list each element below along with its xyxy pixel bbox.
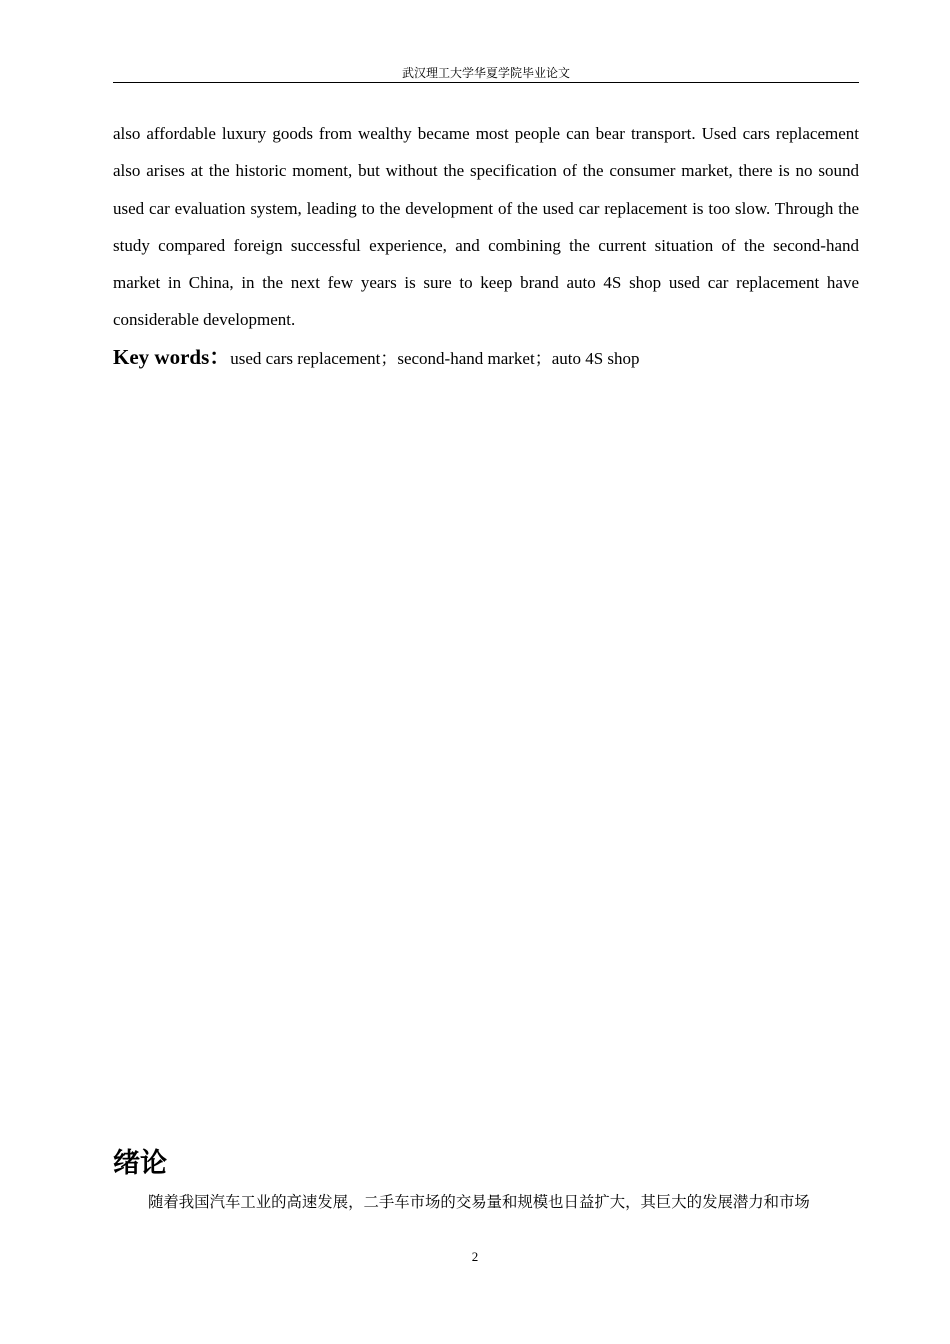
abstract-body: also affordable luxury goods from wealthy became most people can bear transport. Used cars replacement also arises at the historic moment, but without the specification of the consumer market, there is no sound used car evaluation system, leading to the development of the used car replacement is too slow. Through the study compared foreign successful experience, and combining the current situation of the second-hand market in China, in the next few years is sure to keep brand auto 4S shop used car replacement have considerable development. — [113, 124, 859, 330]
section-heading-introduction: 绪论 — [113, 1148, 167, 1179]
introduction-paragraph: 随着我国汽车工业的高速发展，二手车市场的交易量和规模也日益扩大，其巨大的发展潜力和市场 — [148, 1193, 810, 1211]
keywords-label: Key words： — [113, 345, 231, 369]
keywords-list: used cars replacement；second-hand market；auto 4S shop — [230, 349, 640, 368]
keywords-line — [113, 340, 859, 376]
page-number: 2 — [471, 1249, 479, 1264]
page-header — [113, 64, 859, 83]
header-title: 武汉理工大学华夏学院毕业论文 — [401, 66, 570, 80]
